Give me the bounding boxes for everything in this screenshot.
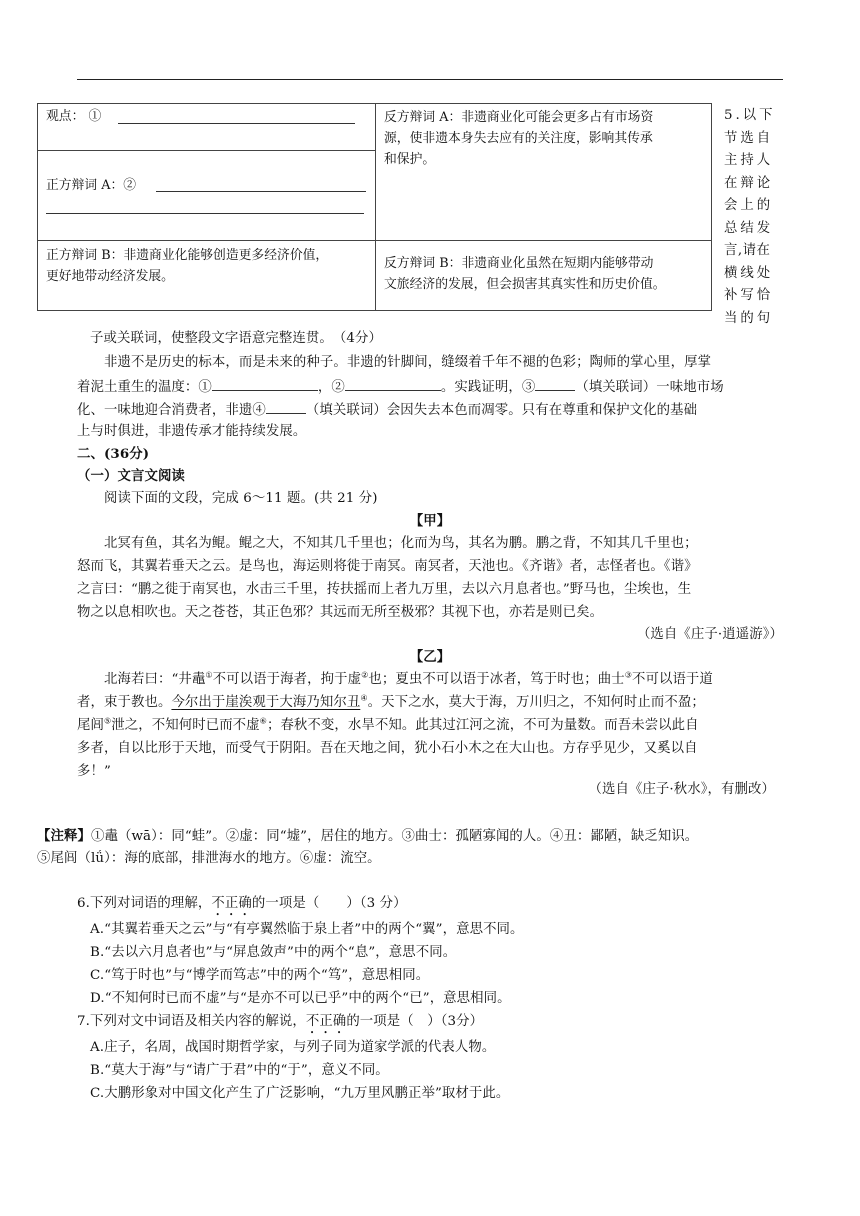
viewpoint-cell	[37, 103, 376, 151]
q5-side-line: 当的句	[724, 310, 774, 326]
pro-a-cell	[37, 150, 376, 241]
q5-blank-1[interactable]	[212, 375, 318, 391]
passage-yi-title: 【乙】	[409, 649, 451, 665]
q6-option-b[interactable]: B.“去以六月息者也”与“屏息敛声”中的两个“息”，意思不同。	[90, 945, 457, 960]
passage-yi-line: 者，束于教也。今尔出于崖涘观于大海乃知尔丑④。天下之水，莫大于海，万川归之，不知何时止而不盈；	[77, 693, 705, 710]
underlined-sentence: 今尔出于崖涘观于大海乃知尔丑	[171, 695, 361, 710]
note-ref: ④	[360, 693, 368, 703]
q7-stem: 7.下列对文中词语及相关内容的解说，不正确的一项是（ ）（3分）	[77, 1014, 484, 1029]
passage-jia-line: 怒而飞，其翼若垂天之云。是鸟也，海运则将徙于南冥。南冥者，天池也。《齐谐》者，志怪者也。《谐》	[77, 559, 698, 574]
note-ref: ②	[361, 670, 369, 680]
con-b-line: 文旅经济的发展，但会损害其真实性和历史价值。	[384, 277, 666, 292]
q6-stem: 6.下列对词语的理解，不正确的一项是（ ）（3 分）	[77, 896, 407, 911]
con-a-line: 源，使非遗本身失去应有的关注度，影响其传承	[384, 131, 653, 146]
q7-option-c[interactable]: C.大鹏形象对中国文化产生了广泛影响，“九万里风鹏正举”取材于此。	[90, 1086, 510, 1101]
con-b-cell	[375, 240, 712, 311]
q6-option-c[interactable]: C.“笃于时也”与“博学而笃志”中的两个“笃”，意思相同。	[90, 968, 430, 983]
q5-blank-4[interactable]	[266, 398, 306, 414]
q6-option-a[interactable]: A.“其翼若垂天之云”与“有亭翼然临于泉上者”中的两个“翼”，意思不同。	[90, 922, 524, 937]
pro-a-label: 正方辩词 A：②	[46, 178, 137, 193]
q5-side-line: 节选自	[724, 130, 774, 146]
q5-blank-2[interactable]	[345, 375, 441, 391]
con-a-line: 反方辩词 A：非遗商业化可能会更多占有市场资	[384, 110, 654, 125]
pro-b-line: 更好地带动经济发展。	[46, 269, 174, 284]
note-ref: ①	[205, 670, 213, 680]
q5-para-line: 化、一味地迎合消费者，非遗④ （填关联词）会因失去本色而凋零。只有在尊重和保护文化的基础	[77, 398, 697, 423]
viewpoint-label: 观点：	[46, 109, 85, 124]
passage-jia-line: 北冥有鱼，其名为鲲。鲲之大，不知其几千里也；化而为鸟，其名为鹏。鹏之背，不知其几千里也；	[104, 536, 698, 551]
q5-side-line: 主持人	[724, 153, 774, 168]
emphasis-text: 不正确	[305, 1014, 347, 1029]
notes-line: ⑤尾闾（lǘ）：海的底部，排泄海水的地方。⑥虚：流空。	[37, 851, 381, 866]
notes-line: 【注释】①鼃（wā）：同“蛙”。②虚：同“墟”，居住的地方。③曲士：孤陋寡闻的人。④丑：鄙陋，缺乏知识。	[37, 828, 699, 844]
passage-jia-line: 物之以息相吹也。天之苍苍，其正色邪？其远而无所至极邪？其视下也，亦若是则已矣。	[77, 605, 604, 620]
q5-para-line: 上与时俱进，非遗传承才能持续发展。	[77, 424, 307, 439]
q7-option-b[interactable]: B.“莫大于海”与“请广于君”中的“于”，意义不同。	[90, 1063, 389, 1078]
emphasis-text: 不正确	[211, 896, 252, 911]
q5-para-line: 着泥土重生的温度：① ，② 。实践证明，③ （填关联词）一味地市场	[77, 375, 724, 400]
section-intro: 阅读下面的文段，完成 6～11 题。(共 21 分)	[104, 491, 378, 506]
viewpoint-mark: ①	[88, 109, 102, 124]
passage-jia-source: （选自《庄子·逍遥游》）	[636, 627, 783, 642]
q5-side-line: 5.以下	[724, 108, 776, 123]
pro-a-blank-2[interactable]	[46, 213, 364, 214]
q5-side-text	[724, 105, 784, 330]
q6-option-d[interactable]: D.“不知何时已而不虚”与“是亦不可以已乎”中的两个“已”，意思相同。	[90, 991, 511, 1006]
passage-yi-line: 北海若曰：“井鼃①不可以语于海者，拘于虚②也；夏虫不可以语于冰者，笃于时也；曲士③不可以语于道	[104, 670, 713, 687]
notes-label: 【注释】	[37, 828, 91, 844]
viewpoint-blank[interactable]	[118, 123, 355, 124]
con-a-cell	[375, 103, 712, 241]
q5-continuation: 子或关联词，使整段文字语意完整连贯。 （4分）	[90, 331, 383, 346]
q5-para-line: 非遗不是历史的标本，而是未来的种子。非遗的针脚间，缝缀着千年不褪的色彩；陶师的掌心里，厚掌	[104, 355, 712, 370]
section-heading: 二、(36分)	[77, 446, 150, 462]
passage-yi-line: 多者，自以比形于天地，而受气于阴阳。吾在天地之间，犹小石小木之在大山也。方存乎见少，又奚以自	[77, 741, 698, 756]
note-ref: ⑤	[103, 716, 112, 726]
passage-jia-title: 【甲】	[409, 513, 451, 529]
q5-blank-3[interactable]	[535, 375, 575, 391]
section-subheading: （一）文言文阅读	[77, 468, 185, 484]
passage-jia-line: 之言曰：“鹏之徙于南冥也，水击三千里，抟扶摇而上者九万里，去以六月息者也。”野马也，尘埃也，生	[77, 582, 692, 597]
q5-side-line: 言,请在	[724, 243, 771, 258]
passage-yi-line: 多！”	[77, 764, 111, 779]
con-a-line: 和保护。	[384, 152, 436, 167]
q5-side-line: 在辩论	[724, 175, 774, 191]
pro-b-line: 正方辩词 B：非遗商业化能够创造更多经济价值，	[46, 248, 329, 263]
q5-side-line: 会上的	[724, 198, 774, 213]
header-rule	[77, 79, 783, 80]
con-b-line: 反方辩词 B：非遗商业化虽然在短期内能够带动	[384, 256, 654, 271]
pro-b-cell	[37, 240, 376, 311]
q5-side-line: 总结发	[724, 220, 774, 236]
pro-a-blank-1[interactable]	[156, 191, 366, 192]
note-ref: ⑥	[259, 716, 267, 726]
q5-side-line: 横线处	[724, 265, 774, 281]
note-ref: ③	[624, 670, 632, 680]
q5-side-line: 补写恰	[724, 288, 774, 303]
q7-option-a[interactable]: A.庄子，名周，战国时期哲学家，与列子同为道家学派的代表人物。	[90, 1040, 496, 1055]
passage-yi-source: （选自《庄子·秋水》，有删改）	[588, 782, 775, 797]
passage-yi-line: 尾闾⑤泄之，不知何时已而不虚⑥；春秋不变，水旱不知。此其过江河之流，不可为量数。而吾未尝以此自	[77, 716, 699, 733]
